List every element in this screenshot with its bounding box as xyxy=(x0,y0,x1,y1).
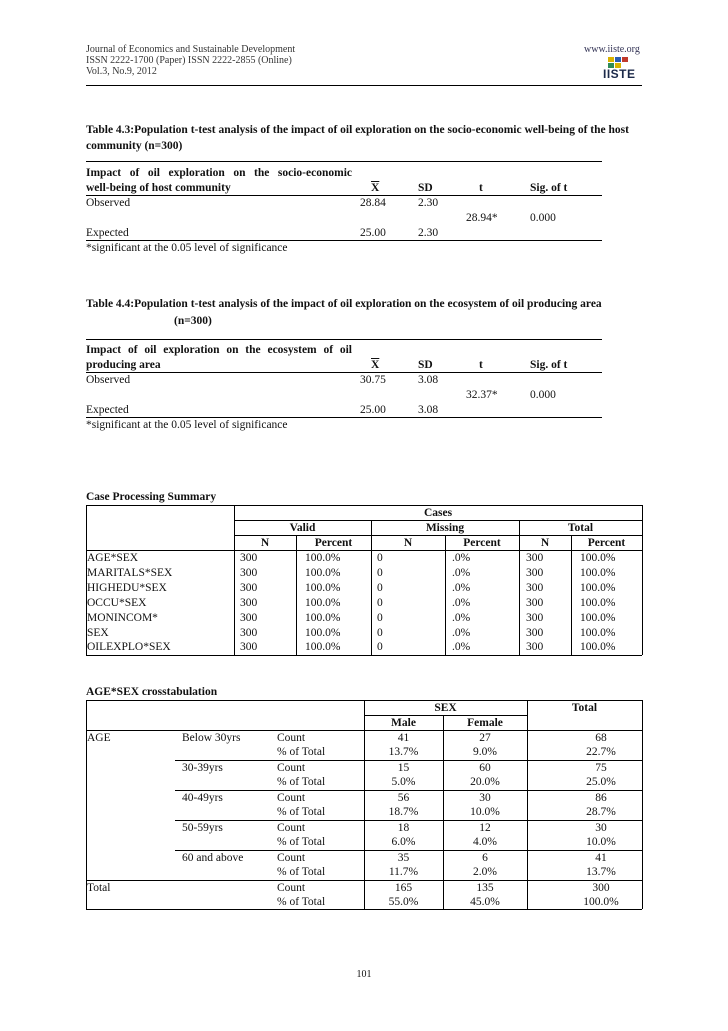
cps-valid-n-header: N xyxy=(260,537,270,549)
xtab-male-header: Male xyxy=(391,717,416,729)
xtab-total-pct: 100.0% xyxy=(583,896,619,908)
cps-valid-n: 300 xyxy=(240,612,258,624)
xtab-total-count: 41 xyxy=(595,852,607,864)
table43-sig-value: 0.000 xyxy=(530,212,556,224)
cps-missing-percent: .0% xyxy=(452,597,471,609)
cps-valid-percent-header: Percent xyxy=(314,537,353,549)
xtab-female-count: 27 xyxy=(479,732,491,744)
xtab-male-pct: 13.7% xyxy=(388,746,419,758)
cps-total-header: Total xyxy=(567,522,594,534)
xtab-female-pct: 20.0% xyxy=(470,776,500,788)
xtab-group-label: 40-49yrs xyxy=(182,792,223,804)
header-rule xyxy=(86,85,642,86)
cps-missing-percent: .0% xyxy=(452,567,471,579)
iiste-logo xyxy=(602,56,638,82)
xtab-male-count: 35 xyxy=(397,852,410,864)
xtab-group-label: 30-39yrs xyxy=(182,762,223,774)
cps-row-label: AGE*SEX xyxy=(87,552,139,564)
table44-observed-label: Observed xyxy=(86,374,131,386)
table44-head-line2: producing area xyxy=(86,359,161,371)
cps-vline-right xyxy=(642,505,643,655)
cps-valid-n: 300 xyxy=(240,641,258,653)
xtab-group-label: 50-59yrs xyxy=(182,822,223,834)
xtab-age-label: AGE xyxy=(87,732,111,744)
cps-row-label: OCCU*SEX xyxy=(87,597,147,609)
table44-col-sd: SD xyxy=(418,359,433,371)
xtab-female-count: 135 xyxy=(476,882,494,894)
cps-total-n: 300 xyxy=(526,552,544,564)
table43-col-t: t xyxy=(479,182,483,194)
page-number: 101 xyxy=(356,969,372,980)
xtab-total-pct: 25.0% xyxy=(586,776,616,788)
cps-total-percent: 100.0% xyxy=(580,627,616,639)
xtab-female-count: 60 xyxy=(479,762,491,774)
cps-missing-n: 0 xyxy=(377,612,383,624)
xtab-count-label: Count xyxy=(277,852,306,864)
xtab-count-label: Count xyxy=(277,762,306,774)
xtab-pct-label: % of Total xyxy=(277,746,326,758)
xtab-total-label: Total xyxy=(87,882,111,894)
table44-sig-value: 0.000 xyxy=(530,389,556,401)
iiste-logo-text: IISTE xyxy=(603,67,636,81)
xtab-male-pct: 5.0% xyxy=(391,776,416,788)
cps-total-percent: 100.0% xyxy=(580,641,616,653)
xtab-sex-header: SEX xyxy=(434,702,457,714)
xtab-male-count: 18 xyxy=(397,822,410,834)
cps-valid-n: 300 xyxy=(240,567,258,579)
xtab-male-pct: 55.0% xyxy=(388,896,419,908)
xtab-pct-label: % of Total xyxy=(277,896,326,908)
cps-valid-n: 300 xyxy=(240,627,258,639)
cps-vline-tn xyxy=(571,535,572,655)
cps-valid-percent: 100.0% xyxy=(305,641,341,653)
cps-valid-n: 300 xyxy=(240,582,258,594)
cps-valid-percent: 100.0% xyxy=(305,567,341,579)
cps-missing-percent-header: Percent xyxy=(463,537,501,549)
table44-head-line1: Impact of oil exploration on the ecosystem of oil xyxy=(86,344,352,356)
xtab-male-pct: 11.7% xyxy=(388,866,419,878)
xtab-total-pct: 22.7% xyxy=(586,746,616,758)
xtab-female-pct: 10.0% xyxy=(470,806,500,818)
cps-missing-percent: .0% xyxy=(452,582,471,594)
table44-observed-sd: 3.08 xyxy=(418,374,439,386)
cps-valid-percent: 100.0% xyxy=(305,582,341,594)
table43-col-sig: Sig. of t xyxy=(530,182,568,194)
table44-col-xbar: $\overline{X}$ xyxy=(371,359,380,371)
cps-missing-percent: .0% xyxy=(452,552,471,564)
table43-expected-sd: 2.30 xyxy=(418,227,439,239)
table43-expected-x: 25.00 xyxy=(360,227,386,239)
cps-total-n: 300 xyxy=(526,641,544,653)
cps-missing-n-header: N xyxy=(403,537,413,549)
cps-row-label: OILEXPLO*SEX xyxy=(87,641,171,653)
cps-row-label: MONINCOM* xyxy=(87,612,158,624)
table43-observed-sd: 2.30 xyxy=(418,197,439,209)
cps-total-n-header: N xyxy=(540,537,550,549)
cps-missing-n: 0 xyxy=(377,567,383,579)
xtab-pct-label: % of Total xyxy=(277,866,326,878)
cps-title: Case Processing Summary xyxy=(86,491,217,503)
xtab-female-header: Female xyxy=(467,717,503,729)
table44-expected-sd: 3.08 xyxy=(418,404,439,416)
table43-expected-label: Expected xyxy=(86,227,129,239)
table43-t-value: 28.94* xyxy=(466,212,498,224)
cps-total-percent: 100.0% xyxy=(580,567,616,579)
cps-total-percent-header: Percent xyxy=(587,537,626,549)
xtab-total-pct: 10.0% xyxy=(586,836,616,848)
cps-valid-header: Valid xyxy=(289,522,316,534)
xtab-total-pct: 28.7% xyxy=(586,806,616,818)
cps-total-n: 300 xyxy=(526,627,544,639)
cps-valid-n: 300 xyxy=(240,552,258,564)
journal-volume: Vol.3, No.9, 2012 xyxy=(86,66,157,77)
xtab-female-count: 6 xyxy=(482,852,488,864)
table43-observed-x: 28.84 xyxy=(360,197,386,209)
table44-top-rule xyxy=(86,339,602,340)
table44-t-value: 32.37* xyxy=(466,389,498,401)
cps-missing-n: 0 xyxy=(377,641,383,653)
journal-name: Journal of Economics and Sustainable Development xyxy=(86,44,296,55)
table44-expected-label: Expected xyxy=(86,404,129,416)
cps-vline-mn xyxy=(445,535,446,655)
cps-rule-bottom xyxy=(86,655,642,656)
cps-valid-percent: 100.0% xyxy=(305,612,341,624)
cps-missing-n: 0 xyxy=(377,552,383,564)
cps-missing-header: Missing xyxy=(425,522,465,534)
xtab-title: AGE*SEX crosstabulation xyxy=(86,686,218,698)
table44-col-t: t xyxy=(479,359,483,371)
cps-missing-percent: .0% xyxy=(452,627,471,639)
xtab-vline-right xyxy=(642,700,643,909)
table44-col-sig: Sig. of t xyxy=(530,359,568,371)
table43-observed-label: Observed xyxy=(86,197,131,209)
table44-expected-x: 25.00 xyxy=(360,404,386,416)
table44-note: *significant at the 0.05 level of significance xyxy=(86,419,288,431)
xtab-count-label: Count xyxy=(277,732,306,744)
xtab-male-count: 41 xyxy=(397,732,410,744)
cps-missing-n: 0 xyxy=(377,627,383,639)
xtab-male-count: 56 xyxy=(397,792,410,804)
cps-valid-percent: 100.0% xyxy=(305,627,341,639)
table43-col-sd: SD xyxy=(418,182,433,194)
table44-caption-line2: (n=300) xyxy=(174,315,212,327)
cps-total-percent: 100.0% xyxy=(580,552,616,564)
cps-total-n: 300 xyxy=(526,582,544,594)
table44-head-rule xyxy=(86,372,602,373)
xtab-count-label: Count xyxy=(277,822,306,834)
xtab-male-pct: 18.7% xyxy=(388,806,419,818)
table43-note: *significant at the 0.05 level of significance xyxy=(86,242,288,254)
cps-row-label: SEX xyxy=(87,627,109,639)
cps-row-label: MARITALS*SEX xyxy=(87,567,173,579)
cps-row-label: HIGHEDU*SEX xyxy=(87,582,167,594)
xtab-male-pct: 6.0% xyxy=(391,836,416,848)
xtab-total-count: 300 xyxy=(592,882,610,894)
journal-url[interactable]: www.iiste.org xyxy=(584,44,640,55)
cps-total-n: 300 xyxy=(526,597,544,609)
xtab-male-count: 15 xyxy=(397,762,410,774)
xtab-male-count: 165 xyxy=(394,882,413,894)
cps-missing-n: 0 xyxy=(377,582,383,594)
cps-rule-head xyxy=(86,550,642,551)
xtab-total-count: 86 xyxy=(595,792,607,804)
table44-observed-x: 30.75 xyxy=(360,374,386,386)
xtab-pct-label: % of Total xyxy=(277,806,326,818)
xtab-total-count: 68 xyxy=(595,732,607,744)
xtab-pct-label: % of Total xyxy=(277,776,326,788)
table43-head-line2: well-being of host community xyxy=(86,182,231,194)
cps-missing-percent: .0% xyxy=(452,641,471,653)
cps-missing-n: 0 xyxy=(377,597,383,609)
cps-total-n: 300 xyxy=(526,612,544,624)
xtab-count-label: Count xyxy=(277,792,306,804)
xtab-female-pct: 9.0% xyxy=(473,746,497,758)
table43-top-rule xyxy=(86,161,602,162)
xtab-total-header: Total xyxy=(571,702,598,714)
xtab-female-pct: 4.0% xyxy=(473,836,497,848)
xtab-female-pct: 2.0% xyxy=(473,866,497,878)
table43-head-line1: Impact of oil exploration on the socio-economic xyxy=(86,167,352,179)
xtab-total-count: 75 xyxy=(595,762,607,774)
table43-head-rule xyxy=(86,195,602,196)
cps-valid-percent: 100.0% xyxy=(305,597,341,609)
xtab-vline-sex xyxy=(527,700,528,909)
journal-issn: ISSN 2222-1700 (Paper) ISSN 2222-2855 (Online) xyxy=(86,55,292,66)
table44-caption-line1: Table 4.4:Population t-test analysis of the impact of oil exploration on the ecosystem of oil producing area xyxy=(86,298,602,310)
xtab-pct-label: % of Total xyxy=(277,836,326,848)
cps-cases-header: Cases xyxy=(423,507,453,519)
cps-total-percent: 100.0% xyxy=(580,597,616,609)
xtab-group-label: 60 and above xyxy=(182,852,244,864)
cps-total-percent: 100.0% xyxy=(580,612,616,624)
table43-caption: Table 4.3:Population t-test analysis of the impact of oil exploration on the socio-economic well-being of the host community (n=300) xyxy=(86,124,629,152)
cps-total-n: 300 xyxy=(526,567,544,579)
table43-col-xbar: $\overline{X}$ xyxy=(371,182,380,194)
cps-valid-percent: 100.0% xyxy=(305,552,341,564)
cps-vline-vn xyxy=(296,535,297,655)
xtab-rule-bottom xyxy=(86,909,642,910)
cps-total-percent: 100.0% xyxy=(580,582,616,594)
xtab-total-pct: 13.7% xyxy=(586,866,616,878)
xtab-total-count: 30 xyxy=(595,822,607,834)
xtab-female-count: 30 xyxy=(479,792,491,804)
xtab-female-count: 12 xyxy=(479,822,491,834)
cps-missing-percent: .0% xyxy=(452,612,471,624)
cps-valid-n: 300 xyxy=(240,597,258,609)
xtab-group-label: Below 30yrs xyxy=(182,732,241,744)
xtab-female-pct: 45.0% xyxy=(470,896,500,908)
xtab-count-label: Count xyxy=(277,882,306,894)
